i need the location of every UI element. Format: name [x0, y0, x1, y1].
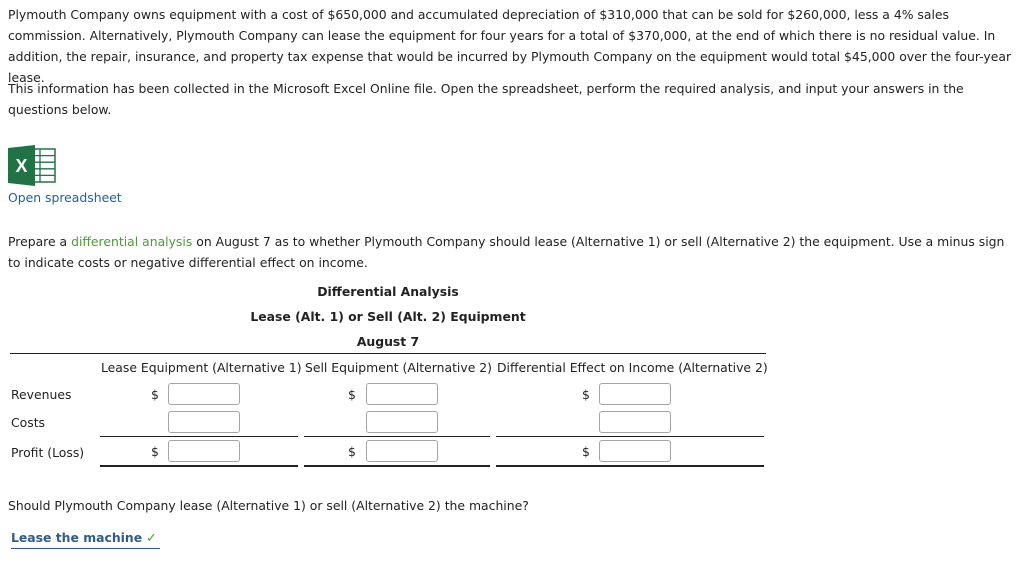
row-label-revenues: Revenues — [11, 387, 72, 402]
subtotal-rule-sell — [304, 436, 490, 437]
revenues-lease-currency: $ — [151, 387, 159, 402]
profit-lease-currency: $ — [151, 444, 159, 459]
analysis-subtitle: Lease (Alt. 1) or Sell (Alt. 2) Equipment — [250, 309, 526, 324]
analysis-instructions — [8, 231, 1020, 273]
row-label-costs: Costs — [11, 415, 46, 430]
costs-sell-input[interactable] — [366, 411, 438, 433]
subtotal-rule-differential — [496, 436, 764, 437]
total-rule-lease — [100, 465, 298, 467]
total-rule-sell — [304, 465, 490, 467]
revenues-differential-currency: $ — [582, 387, 590, 402]
revenues-lease-input[interactable] — [168, 383, 240, 405]
answer-selected-value: Lease the machine — [11, 530, 143, 545]
row-label-profit-loss: Profit (Loss) — [11, 445, 85, 460]
problem-description: Plymouth Company owns equipment with a cost of $650,000 and accumulated depreciation of $310,000 that can be sold for $260,000, less a 4% sales commission. Alternatively, Plymouth Company can lease the equipment for four years for a total of $370,000, at the end of which there is no residual value. In addition, the repair, insurance, and property tax expense that would be incurred by Plymouth Company on the equipment would total $45,000 over the four-year lease. — [8, 7, 1012, 85]
instructions-text-before: Prepare a — [8, 234, 72, 249]
profit-sell-input[interactable] — [366, 440, 438, 462]
lease-or-sell-question: Should Plymouth Company lease (Alternative 1) or sell (Alternative 2) the machine? — [8, 498, 529, 513]
profit-sell-currency: $ — [348, 444, 356, 459]
profit-lease-input[interactable] — [168, 440, 240, 462]
total-rule-differential — [496, 465, 764, 467]
column-header-differential: Differential Effect on Income (Alternative 2) — [497, 360, 768, 375]
costs-differential-input[interactable] — [599, 411, 671, 433]
analysis-date: August 7 — [356, 334, 420, 349]
analysis-title: Differential Analysis — [317, 284, 459, 299]
revenues-sell-input[interactable] — [366, 383, 438, 405]
answer-dropdown[interactable] — [11, 530, 160, 549]
spreadsheet-instructions: This information has been collected in the Microsoft Excel Online file. Open the spreadsheet, perform the required analysis, and input your answers in the questions below. — [8, 81, 964, 117]
instructions-text-after: on August 7 as to whether Plymouth Company should lease (Alternative 1) or sell (Alternative 2) the equipment. Use a minus sign to indicate costs or negative differential effect on income. — [8, 234, 1005, 270]
checkmark-icon: ✓ — [146, 530, 157, 545]
profit-differential-currency: $ — [582, 444, 590, 459]
column-header-sell: Sell Equipment (Alternative 2) — [305, 360, 492, 375]
table-top-rule — [10, 353, 766, 354]
excel-icon[interactable] — [8, 145, 56, 186]
revenues-sell-currency: $ — [348, 387, 356, 402]
svg-text:X: X — [15, 156, 28, 176]
column-header-lease: Lease Equipment (Alternative 1) — [101, 360, 302, 375]
subtotal-rule-lease — [100, 436, 298, 437]
costs-lease-input[interactable] — [168, 411, 240, 433]
open-spreadsheet-link[interactable]: Open spreadsheet — [8, 190, 122, 205]
profit-differential-input[interactable] — [599, 440, 671, 462]
differential-analysis-term[interactable]: differential analysis — [71, 234, 193, 249]
revenues-differential-input[interactable] — [599, 383, 671, 405]
